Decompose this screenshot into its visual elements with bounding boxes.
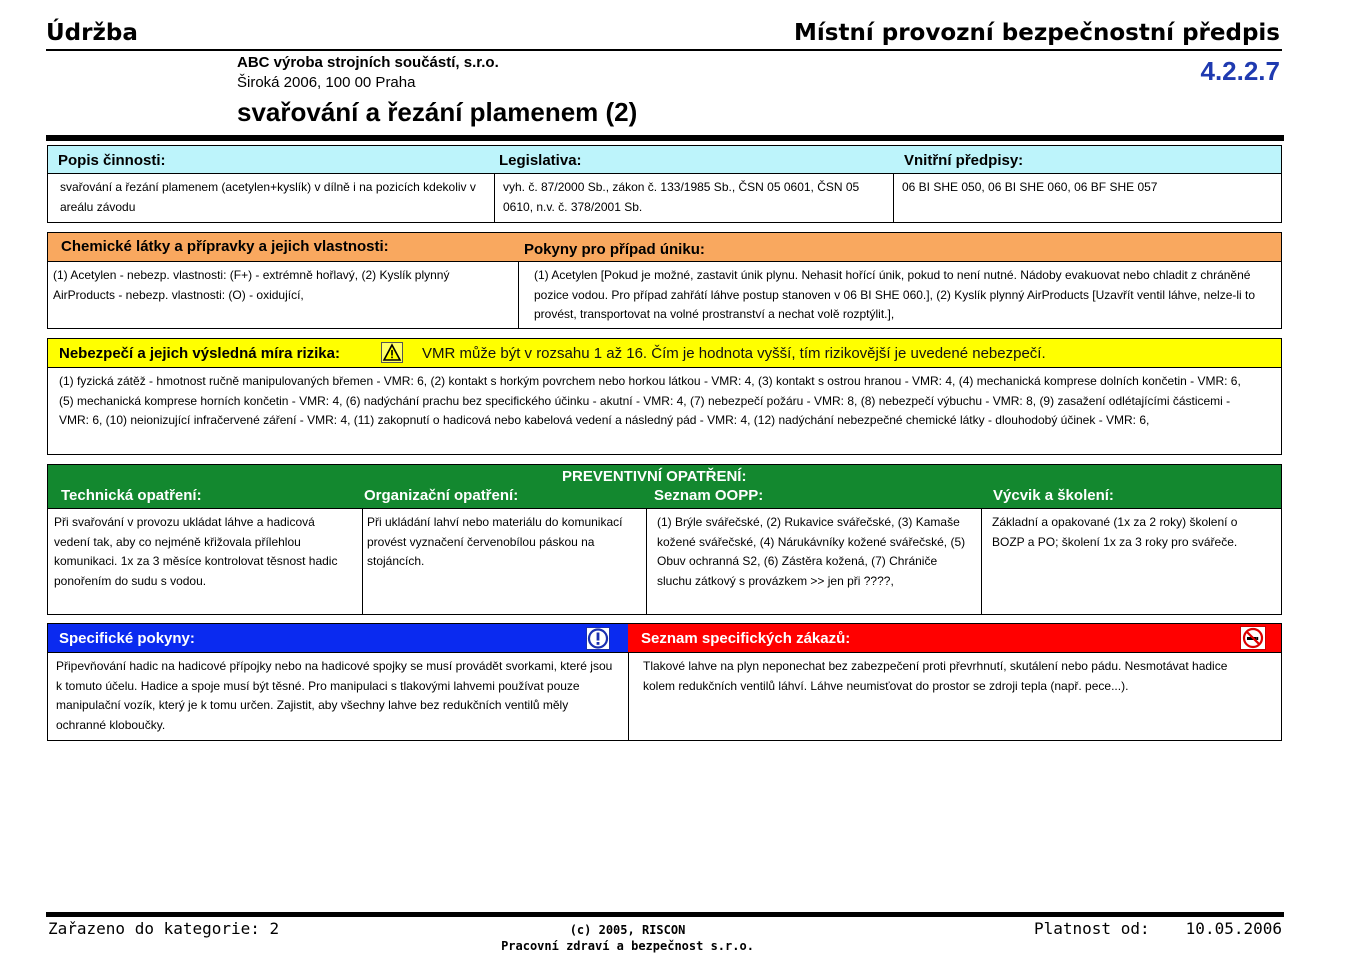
specific-bans-header: [628, 624, 1281, 652]
hazards-section: [47, 338, 1282, 455]
vmr-note: VMR může být v rozsahu 1 až 16. Čím je hodnota vyšší, tím rizikovější je uvedené nebezpečí.: [422, 345, 1046, 362]
company-address: Široká 2006, 100 00 Praha: [237, 74, 416, 91]
hazards-header: [48, 339, 1281, 368]
chemicals-heading: Chemické látky a přípravky a jejich vlastnosti:: [61, 238, 389, 255]
footer-valid-date: 10.05.2006: [1185, 919, 1282, 938]
legislation-heading: Legislativa:: [499, 152, 582, 169]
activity-description: svařování a řezání plamenem (acetylen+kyslík) v dílně i na pozicích kdekoliv v areálu závodu: [60, 180, 476, 214]
organizational-measures-heading: Organizační opatření:: [364, 487, 519, 504]
specific-instructions-heading: Specifické pokyny:: [59, 630, 195, 647]
footer-category: Zařazeno do kategorie: 2: [48, 919, 280, 938]
footer-valid-label: Platnost od:: [1034, 919, 1150, 938]
document-type: Místní provozní bezpečnostní předpis: [794, 20, 1280, 46]
ppe-list-text: (1) Brýle svářečské, (2) Rukavice svářečské, (3) Kamaše kožené svářečské, (4) Nárukávníky kožené svářečské, (5) Obuv ochranná S2, (6) Zástěra kožená, (7) Chrániče sluchu zátkový s provázkem >> jen při ????,: [646, 509, 981, 614]
training-text: Základní a opakované (1x za 2 roky) školení o BOZP a PO; školení 1x za 3 roky pro svářeče.: [981, 509, 1281, 614]
leak-instructions-text: (1) Acetylen [Pokud je možné, zastavit únik plynu. Nehasit hořící únik, pokud to není nutné. Nádoby evakuovat nebo chladit z chráněné pozice vodou. Pro případ zahřátí láhve postup stanoven v 06 BI SHE 060.], (2) Kyslík plynný AirProducts [Uzavřít ventil láhve, nelze-li to provést, transportovat na volné prostranství a nechat volě rozptýlit.],: [518, 262, 1281, 328]
internal-rules-heading: Vnitřní předpisy:: [904, 152, 1024, 169]
header-divider: [46, 49, 1282, 51]
legislation-text: vyh. č. 87/2000 Sb., zákon č. 133/1985 Sb., ČSN 05 0601, ČSN 05 0610, n.v. č. 378/2001 Sb.: [494, 174, 893, 222]
warning-triangle-icon: [381, 342, 403, 363]
chemicals-header: [48, 233, 1281, 262]
activity-section: [47, 145, 1282, 223]
title-divider: [46, 135, 1284, 141]
ppe-list-heading: Seznam OOPP:: [654, 487, 764, 504]
footer-divider: [46, 912, 1284, 917]
company-name: ABC výroba strojních součástí, s.r.o.: [237, 54, 499, 71]
preventive-section: [47, 464, 1282, 615]
section-name: Údržba: [46, 20, 138, 46]
document-number: 4.2.2.7: [1200, 56, 1280, 86]
technical-measures-text: Při svařování v provozu ukládat láhve a hadicová vedení tak, aby co nejméně křižovala přílehlou komunikaci. 1x za 3 měsíce kontrolovat těsnost hadic ponořením do sudu s vodou.: [54, 515, 338, 588]
footer-copyright: [500, 922, 755, 954]
specific-instructions-text: Připevňování hadic na hadicové přípojky nebo na hadicové spojky se musí provádět svorkami, které jsou k tomuto účelu. Hadice a spoje musí být těsné. Pro manipulaci s tlakovými lahvemi používat pouze manipulační vozík, který je k tomu určen. Zajistit, aby všechny lahve bez redukčních ventilů měly ochranné kloboučky.: [56, 659, 613, 732]
chemicals-text: (1) Acetylen - nebezp. vlastnosti: (F+) - extrémně hořlavý, (2) Kyslík plynný AirProducts - nebezp. vlastnosti: (O) - oxidující,: [53, 268, 450, 302]
leak-instructions-heading: Pokyny pro případ úniku:: [524, 241, 705, 258]
chemicals-section: [47, 232, 1282, 329]
specific-instructions-header: [48, 624, 628, 652]
technical-measures-heading: Technická opatření:: [61, 487, 202, 504]
page-title: svařování a řezání plamenem (2): [237, 97, 638, 127]
preventive-heading: PREVENTIVNÍ OPATŘENÍ:: [562, 468, 747, 485]
hazards-text: (1) fyzická zátěž - hmotnost ručně manipulovaných břemen - VMR: 6, (2) kontakt s horkým povrchem nebo horkou látkou - VMR: 4, (3) kontakt s ostrou hranou - VMR: 4, (4) mechanická komprese dolních končetin - VMR: 6, (5) mechanická komprese horních končetin - VMR: 4, (6) nadýchání prachu bez specifického účinku - akutní - VMR: 4, (7) nebezpečí požáru - VMR: 8, (8) nebezpečí výbuchu - VMR: 8, (9) zasažení odlétajícími částicemi - VMR: 6, (10) neionizující infračervené záření - VMR: 4, (11) zakopnutí o hadicová nebo kabelová vedení a následný pád - VMR: 4, (12) nadýchání nebezpečné chemické látky - dlouhodobý účinek - VMR: 6,: [59, 374, 1241, 428]
specific-bans-text: Tlakové lahve na plyn neponechat bez zabezpečení proti převrhnutí, skutálení nebo pádu. Nesmotávat hadice kolem redukčních ventilů láhví. Láhve neumisťovat do prostor se zdroji tepla (např. pece...).: [628, 653, 1281, 740]
internal-rules-text: 06 BI SHE 050, 06 BI SHE 060, 06 BF SHE 057: [893, 174, 1281, 222]
specific-bans-heading: Seznam specifických zákazů:: [641, 630, 851, 647]
specific-section: [47, 623, 1282, 741]
footer-copyright-line: (c) 2005, RISCON: [569, 923, 686, 937]
preventive-header: [48, 465, 1281, 509]
organizational-measures-text: Při ukládání lahví nebo materiálu do komunikací provést vyznačení červenobílou páskou na stojáncích.: [362, 509, 646, 614]
training-heading: Výcvik a školení:: [993, 487, 1114, 504]
no-smoking-icon: [1240, 626, 1266, 650]
specific-header: [48, 624, 1281, 653]
hazards-heading: Nebezpečí a jejich výsledná míra rizika:: [59, 345, 340, 362]
footer-company-line: Pracovní zdraví a bezpečnost s.r.o.: [501, 939, 754, 953]
activity-description-heading: Popis činnosti:: [58, 152, 166, 169]
activity-header: [48, 146, 1281, 174]
exclamation-icon: [586, 627, 610, 650]
